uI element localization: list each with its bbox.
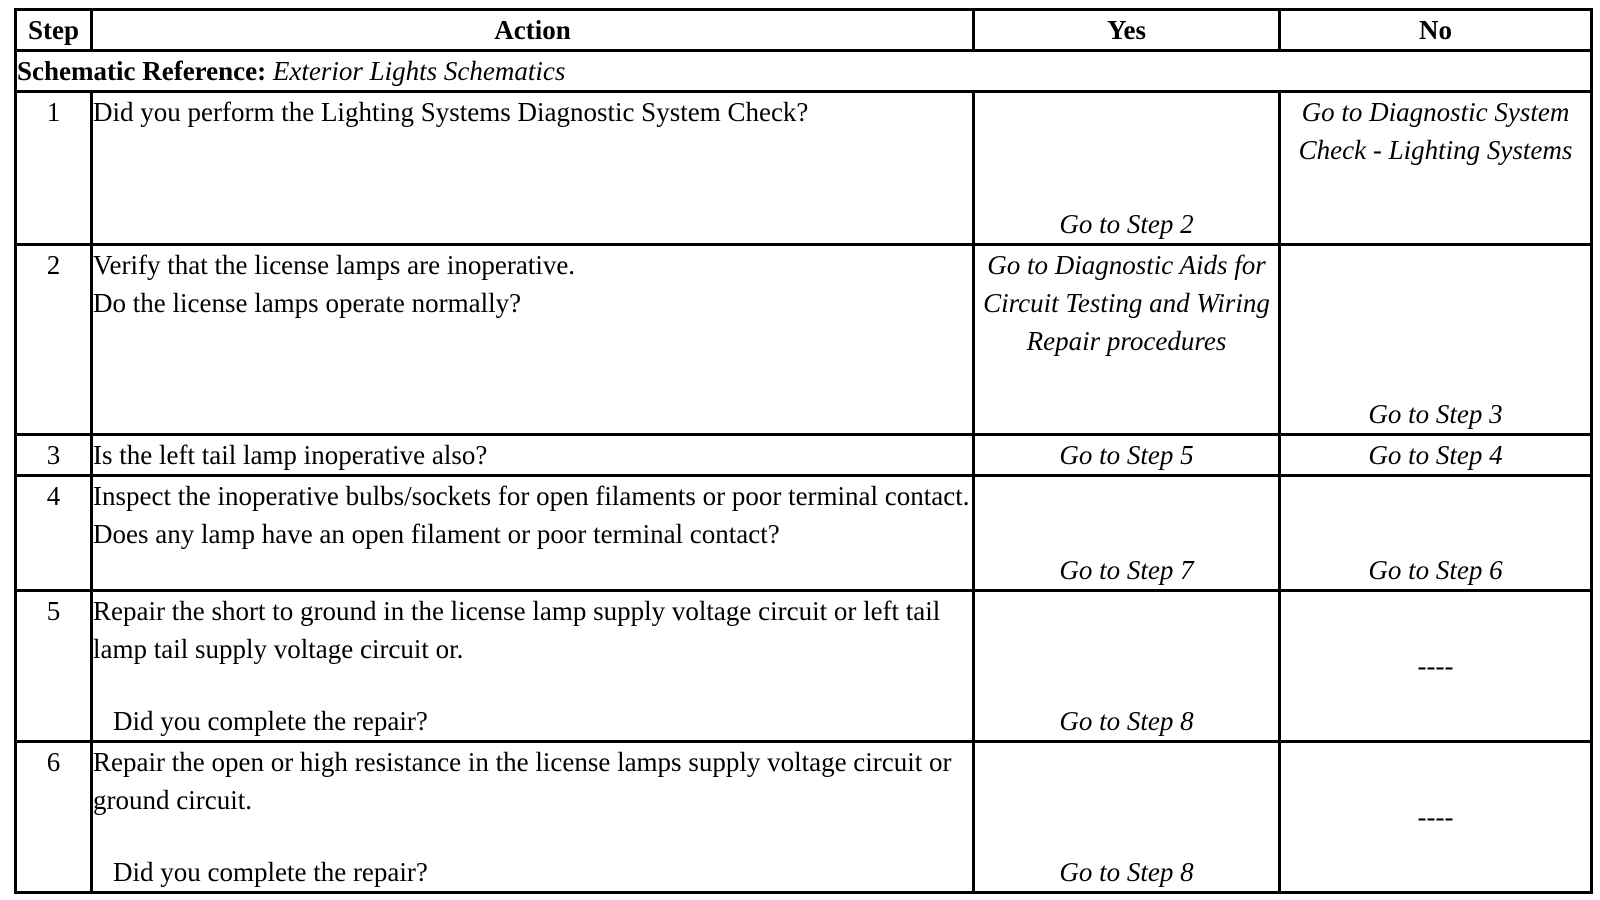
action-question: Does any lamp have an open filament or poor terminal contact? [93, 519, 780, 549]
action-question: Did you complete the repair? [113, 706, 428, 736]
table-row [16, 245, 1592, 435]
header-row [16, 10, 1592, 51]
step-number: 5 [16, 591, 92, 742]
yes-cell [974, 742, 1280, 893]
step-action [92, 245, 974, 435]
no-cell [1280, 435, 1592, 476]
yes-cell [974, 92, 1280, 245]
step-action [92, 591, 974, 742]
action-question: Is the left tail lamp inoperative also? [93, 440, 488, 470]
no-cell [1280, 591, 1592, 742]
step-action [92, 476, 974, 591]
no-placeholder: ---- [1417, 651, 1454, 681]
step-number: 6 [16, 742, 92, 893]
step-number: 4 [16, 476, 92, 591]
yes-link[interactable]: Go to Diagnostic Aids for Circuit Testing and Wiring Repair procedures [983, 250, 1270, 356]
yes-link[interactable]: Go to Step 8 [1059, 857, 1194, 887]
yes-cell [974, 476, 1280, 591]
step-number: 2 [16, 245, 92, 435]
no-link[interactable]: Go to Diagnostic System Check - Lighting Systems [1298, 97, 1573, 165]
table-row [16, 742, 1592, 893]
no-link[interactable]: Go to Step 4 [1368, 440, 1503, 470]
action-question: Did you complete the repair? [113, 857, 428, 887]
action-text: Inspect the inoperative bulbs/sockets for open filaments or poor terminal contact. [93, 481, 970, 511]
table-row [16, 435, 1592, 476]
no-cell [1280, 245, 1592, 435]
schematic-reference-link[interactable]: Exterior Lights Schematics [272, 56, 566, 86]
action-text: Repair the short to ground in the license lamp supply voltage circuit or left tail lamp tail supply voltage circuit or. [93, 596, 941, 664]
diagnostic-table [14, 8, 1593, 894]
yes-link[interactable]: Go to Step 7 [1059, 555, 1194, 585]
no-cell [1280, 92, 1592, 245]
header-step: Step [16, 10, 92, 51]
step-action [92, 92, 974, 245]
action-text: Repair the open or high resistance in the license lamps supply voltage circuit or ground circuit. [93, 747, 952, 815]
step-number: 3 [16, 435, 92, 476]
table-row [16, 476, 1592, 591]
no-link[interactable]: Go to Step 3 [1368, 399, 1503, 429]
yes-cell [974, 245, 1280, 435]
step-action [92, 435, 974, 476]
no-link[interactable]: Go to Step 6 [1368, 555, 1503, 585]
schematic-reference-label: Schematic Reference: [17, 56, 267, 86]
schematic-reference-row [16, 51, 1592, 92]
step-number: 1 [16, 92, 92, 245]
no-placeholder: ---- [1417, 802, 1454, 832]
table-row [16, 591, 1592, 742]
yes-link[interactable]: Go to Step 2 [1059, 209, 1194, 239]
header-action: Action [92, 10, 974, 51]
yes-link[interactable]: Go to Step 5 [1059, 440, 1194, 470]
header-yes: Yes [974, 10, 1280, 51]
yes-link[interactable]: Go to Step 8 [1059, 706, 1194, 736]
action-text: Did you perform the Lighting Systems Diagnostic System Check? [93, 97, 809, 127]
table-row [16, 92, 1592, 245]
yes-cell [974, 435, 1280, 476]
step-action [92, 742, 974, 893]
action-text: Verify that the license lamps are inoperative. [93, 250, 576, 280]
yes-cell [974, 591, 1280, 742]
action-question: Do the license lamps operate normally? [93, 288, 522, 318]
schematic-reference [16, 51, 1592, 92]
no-cell [1280, 476, 1592, 591]
no-cell [1280, 742, 1592, 893]
header-no: No [1280, 10, 1592, 51]
